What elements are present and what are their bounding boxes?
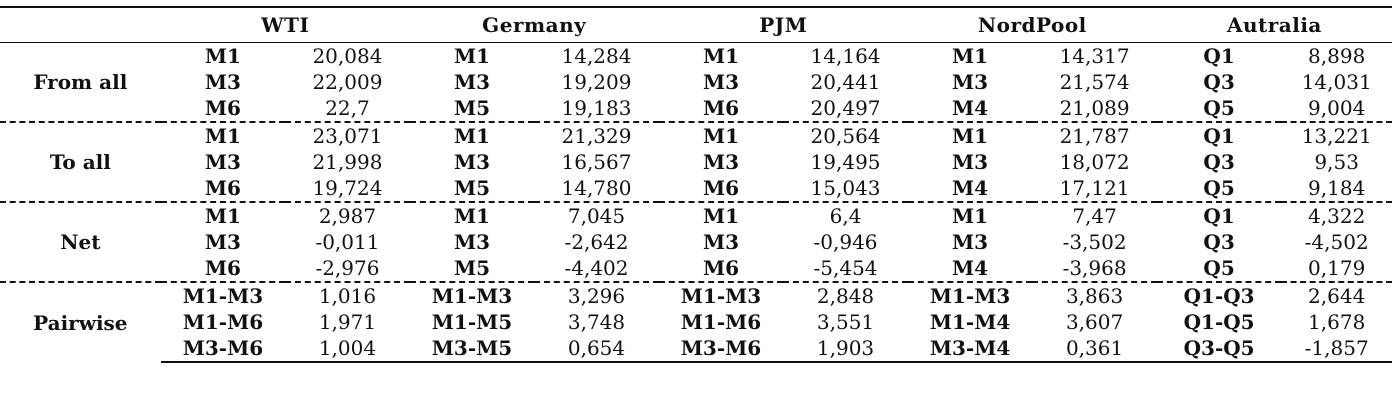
value-cell: 15,043 xyxy=(810,176,881,200)
value-cell: 20,441 xyxy=(810,70,881,94)
row-label: M1-M5 xyxy=(431,310,513,334)
row-label: M1 xyxy=(161,202,286,229)
row-label: M3 xyxy=(952,230,989,254)
row-label: M3 xyxy=(453,230,490,254)
row-label: Q3-Q5 xyxy=(1157,335,1282,362)
row-label: M5 xyxy=(453,176,490,200)
value-cell: 16,567 xyxy=(561,150,632,174)
row-label: M1-M3 xyxy=(908,282,1033,309)
spillover-table xyxy=(0,6,1392,363)
row-label: M1-M4 xyxy=(929,310,1011,334)
row-label: M3 xyxy=(702,150,740,174)
row-label: M3 xyxy=(453,70,490,94)
value-cell: 8,898 xyxy=(1308,44,1366,68)
table-row xyxy=(0,43,1392,70)
value-cell: -1,857 xyxy=(1281,335,1392,362)
row-label: M1 xyxy=(908,122,1033,149)
row-label: M1 xyxy=(702,44,740,68)
value-cell: 21,998 xyxy=(312,150,383,174)
value-cell: 9,184 xyxy=(1308,176,1366,200)
value-cell: 19,495 xyxy=(810,150,881,174)
value-cell: 14,031 xyxy=(1301,70,1372,94)
row-label: M3 xyxy=(952,70,989,94)
row-label: Q5 xyxy=(1203,96,1235,120)
row-label: M1 xyxy=(204,44,241,68)
row-label: M4 xyxy=(952,96,989,120)
table-row xyxy=(0,282,1392,309)
table-row xyxy=(0,69,1392,95)
row-label: M3 xyxy=(702,70,740,94)
value-cell: 3,551 xyxy=(816,310,875,334)
value-cell: 19,724 xyxy=(312,176,383,200)
table-row xyxy=(0,335,1392,362)
value-cell: 2,987 xyxy=(285,202,410,229)
row-label: M1-M6 xyxy=(182,310,264,334)
header-nordpool: NordPool xyxy=(908,7,1157,43)
table-row xyxy=(0,175,1392,202)
value-cell: 0,179 xyxy=(1308,256,1366,280)
value-cell: 21,787 xyxy=(1032,122,1157,149)
value-cell: 19,209 xyxy=(561,70,632,94)
value-cell: 2,848 xyxy=(783,282,908,309)
value-cell: 18,072 xyxy=(1059,150,1130,174)
value-cell: -0,946 xyxy=(813,230,878,254)
row-label: M4 xyxy=(952,176,989,200)
group-label: Net xyxy=(0,202,161,282)
value-cell: 1,016 xyxy=(285,282,410,309)
table-row xyxy=(0,202,1392,229)
row-label: M3-M6 xyxy=(659,335,784,362)
header-australia: Autralia xyxy=(1157,7,1392,43)
value-cell: 3,296 xyxy=(534,282,659,309)
row-label: M3 xyxy=(952,150,989,174)
row-label: M6 xyxy=(204,176,241,200)
table-row xyxy=(0,149,1392,175)
header-wti: WTI xyxy=(161,7,410,43)
corner-cell xyxy=(0,7,161,43)
value-cell: 1,004 xyxy=(285,335,410,362)
row-label: Q1-Q5 xyxy=(1183,310,1255,334)
group-label: To all xyxy=(0,122,161,202)
table-row xyxy=(0,122,1392,149)
group-label: From all xyxy=(33,70,128,94)
value-cell: 23,071 xyxy=(285,122,410,149)
value-cell: 21,089 xyxy=(1059,96,1130,120)
row-label: M3-M5 xyxy=(410,335,535,362)
row-label: M6 xyxy=(702,176,740,200)
value-cell: -4,502 xyxy=(1304,230,1369,254)
value-cell: 7,47 xyxy=(1032,202,1157,229)
row-label: Q1 xyxy=(1203,44,1235,68)
row-label: M1-M3 xyxy=(161,282,286,309)
value-cell: -0,011 xyxy=(315,230,380,254)
value-cell: 14,284 xyxy=(561,44,632,68)
value-cell: 7,045 xyxy=(534,202,659,229)
row-label: M1 xyxy=(952,44,989,68)
value-cell: 17,121 xyxy=(1059,176,1130,200)
row-label: M6 xyxy=(702,256,740,280)
row-label: M3 xyxy=(453,150,490,174)
row-label: M5 xyxy=(453,96,490,120)
row-label: M3 xyxy=(702,230,740,254)
value-cell: 3,607 xyxy=(1065,310,1124,334)
row-label: Q3 xyxy=(1203,70,1235,94)
value-cell: 0,654 xyxy=(534,335,659,362)
value-cell: -2,976 xyxy=(315,256,380,280)
row-label: M3-M4 xyxy=(908,335,1033,362)
header-germany: Germany xyxy=(410,7,659,43)
row-label: M3-M6 xyxy=(161,335,286,362)
value-cell: -5,454 xyxy=(813,256,878,280)
row-label: M5 xyxy=(453,256,490,280)
value-cell: 20,564 xyxy=(783,122,908,149)
row-label: Q5 xyxy=(1203,176,1235,200)
value-cell: 1,903 xyxy=(783,335,908,362)
value-cell: 13,221 xyxy=(1281,122,1392,149)
row-label: M1 xyxy=(161,122,286,149)
table-row xyxy=(0,229,1392,255)
table-body xyxy=(0,43,1392,363)
row-label: Q5 xyxy=(1203,256,1235,280)
value-cell: 3,863 xyxy=(1032,282,1157,309)
row-label: M1-M6 xyxy=(680,310,762,334)
header-row xyxy=(0,7,1392,43)
group-label: Pairwise xyxy=(0,282,161,362)
row-label: M6 xyxy=(204,96,241,120)
row-label: M6 xyxy=(204,256,241,280)
value-cell: 1,971 xyxy=(318,310,377,334)
table-row xyxy=(0,255,1392,282)
value-cell: 3,748 xyxy=(567,310,626,334)
value-cell: 9,004 xyxy=(1308,96,1366,120)
row-label: M3 xyxy=(204,150,241,174)
row-label: M1 xyxy=(453,44,490,68)
row-label: M4 xyxy=(952,256,989,280)
table-row xyxy=(0,95,1392,122)
value-cell: 20,497 xyxy=(810,96,881,120)
value-cell: 22,009 xyxy=(312,70,383,94)
value-cell: 2,644 xyxy=(1281,282,1392,309)
row-label: M1 xyxy=(908,202,1033,229)
value-cell: -3,968 xyxy=(1062,256,1127,280)
header-pjm: PJM xyxy=(659,7,908,43)
row-label: Q1 xyxy=(1157,122,1282,149)
value-cell: 14,164 xyxy=(810,44,881,68)
row-label: M1 xyxy=(659,202,784,229)
row-label: Q3 xyxy=(1203,150,1235,174)
value-cell: -2,642 xyxy=(564,230,629,254)
value-cell: 19,183 xyxy=(561,96,632,120)
row-label: M3 xyxy=(204,230,241,254)
table-row xyxy=(0,309,1392,335)
value-cell: 14,780 xyxy=(561,176,632,200)
value-cell: -3,502 xyxy=(1062,230,1127,254)
row-label: M1 xyxy=(410,122,535,149)
value-cell: 20,084 xyxy=(312,44,383,68)
row-label: Q1 xyxy=(1157,202,1282,229)
row-label: M1-M3 xyxy=(659,282,784,309)
row-label: Q3 xyxy=(1203,230,1235,254)
row-label: M3 xyxy=(204,70,241,94)
row-label: M1-M3 xyxy=(410,282,535,309)
value-cell: 21,329 xyxy=(534,122,659,149)
row-label: M6 xyxy=(702,96,740,120)
value-cell: 9,53 xyxy=(1314,150,1359,174)
value-cell: 14,317 xyxy=(1059,44,1130,68)
value-cell: 4,322 xyxy=(1281,202,1392,229)
value-cell: 21,574 xyxy=(1059,70,1130,94)
value-cell: 22,7 xyxy=(325,96,370,120)
value-cell: 1,678 xyxy=(1308,310,1366,334)
row-label: M1 xyxy=(410,202,535,229)
value-cell: -4,402 xyxy=(564,256,629,280)
row-label: Q1-Q3 xyxy=(1157,282,1282,309)
value-cell: 6,4 xyxy=(783,202,908,229)
row-label: M1 xyxy=(659,122,784,149)
value-cell: 0,361 xyxy=(1032,335,1157,362)
